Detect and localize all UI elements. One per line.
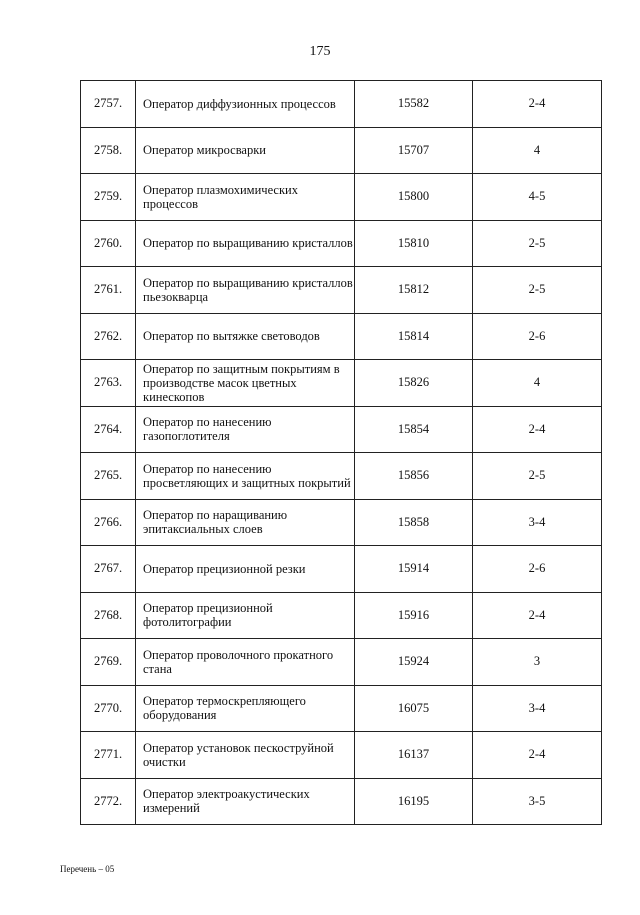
profession-name: Оператор проволочного прокатного стана — [136, 639, 355, 686]
grade-range: 2-4 — [473, 81, 602, 128]
table-row — [81, 639, 602, 686]
table-row — [81, 127, 602, 174]
table-row — [81, 313, 602, 360]
profession-name: Оператор по защитным покрытиям в производстве масок цветных кинескопов — [136, 360, 355, 407]
table-row — [81, 174, 602, 221]
grade-range: 2-4 — [473, 406, 602, 453]
table-row — [81, 220, 602, 267]
profession-code: 15854 — [355, 406, 473, 453]
profession-code: 15582 — [355, 81, 473, 128]
profession-code: 15916 — [355, 592, 473, 639]
row-number: 2763. — [81, 360, 136, 407]
row-number: 2766. — [81, 499, 136, 546]
profession-name: Оператор установок пескоструйной очистки — [136, 732, 355, 779]
profession-name: Оператор прецизионной резки — [136, 546, 355, 593]
row-number: 2769. — [81, 639, 136, 686]
profession-name: Оператор термоскрепляющего оборудования — [136, 685, 355, 732]
table-row — [81, 778, 602, 825]
profession-name: Оператор электроакустических измерений — [136, 778, 355, 825]
row-number: 2767. — [81, 546, 136, 593]
grade-range: 4 — [473, 360, 602, 407]
profession-code: 15707 — [355, 127, 473, 174]
grade-range: 4 — [473, 127, 602, 174]
grade-range: 3-5 — [473, 778, 602, 825]
profession-code: 16195 — [355, 778, 473, 825]
grade-range: 2-5 — [473, 453, 602, 500]
row-number: 2772. — [81, 778, 136, 825]
profession-name: Оператор по нанесению просветляющих и защитных покрытий — [136, 453, 355, 500]
profession-code: 15826 — [355, 360, 473, 407]
profession-name: Оператор по наращиванию эпитаксиальных слоев — [136, 499, 355, 546]
grade-range: 4-5 — [473, 174, 602, 221]
profession-name: Оператор по нанесению газопоглотителя — [136, 406, 355, 453]
row-number: 2760. — [81, 220, 136, 267]
profession-code: 15810 — [355, 220, 473, 267]
profession-code: 15856 — [355, 453, 473, 500]
profession-name: Оператор диффузионных процессов — [136, 81, 355, 128]
profession-code: 16075 — [355, 685, 473, 732]
grade-range: 3-4 — [473, 685, 602, 732]
row-number: 2757. — [81, 81, 136, 128]
table-row — [81, 81, 602, 128]
grade-range: 2-4 — [473, 592, 602, 639]
page-footer: Перечень – 05 — [60, 864, 115, 874]
row-number: 2771. — [81, 732, 136, 779]
profession-name: Оператор прецизионной фотолитографии — [136, 592, 355, 639]
row-number: 2768. — [81, 592, 136, 639]
row-number: 2770. — [81, 685, 136, 732]
profession-code: 16137 — [355, 732, 473, 779]
profession-name: Оператор по выращиванию кристаллов — [136, 220, 355, 267]
row-number: 2765. — [81, 453, 136, 500]
professions-table — [80, 80, 602, 825]
profession-name: Оператор по вытяжке световодов — [136, 313, 355, 360]
grade-range: 3 — [473, 639, 602, 686]
profession-code: 15814 — [355, 313, 473, 360]
profession-code: 15800 — [355, 174, 473, 221]
profession-code: 15858 — [355, 499, 473, 546]
table-row — [81, 546, 602, 593]
profession-code: 15914 — [355, 546, 473, 593]
table-row — [81, 592, 602, 639]
row-number: 2762. — [81, 313, 136, 360]
grade-range: 2-6 — [473, 546, 602, 593]
grade-range: 2-6 — [473, 313, 602, 360]
row-number: 2759. — [81, 174, 136, 221]
grade-range: 3-4 — [473, 499, 602, 546]
profession-code: 15812 — [355, 267, 473, 314]
profession-name: Оператор плазмохимических процессов — [136, 174, 355, 221]
table-row — [81, 732, 602, 779]
grade-range: 2-4 — [473, 732, 602, 779]
page-number: 175 — [309, 44, 331, 59]
profession-name: Оператор по выращиванию кристаллов пьезокварца — [136, 267, 355, 314]
table-row — [81, 499, 602, 546]
table-row — [81, 267, 602, 314]
profession-code: 15924 — [355, 639, 473, 686]
row-number: 2764. — [81, 406, 136, 453]
table-row — [81, 360, 602, 407]
profession-name: Оператор микросварки — [136, 127, 355, 174]
grade-range: 2-5 — [473, 220, 602, 267]
row-number: 2761. — [81, 267, 136, 314]
table-row — [81, 453, 602, 500]
table-row — [81, 685, 602, 732]
grade-range: 2-5 — [473, 267, 602, 314]
table-row — [81, 406, 602, 453]
row-number: 2758. — [81, 127, 136, 174]
